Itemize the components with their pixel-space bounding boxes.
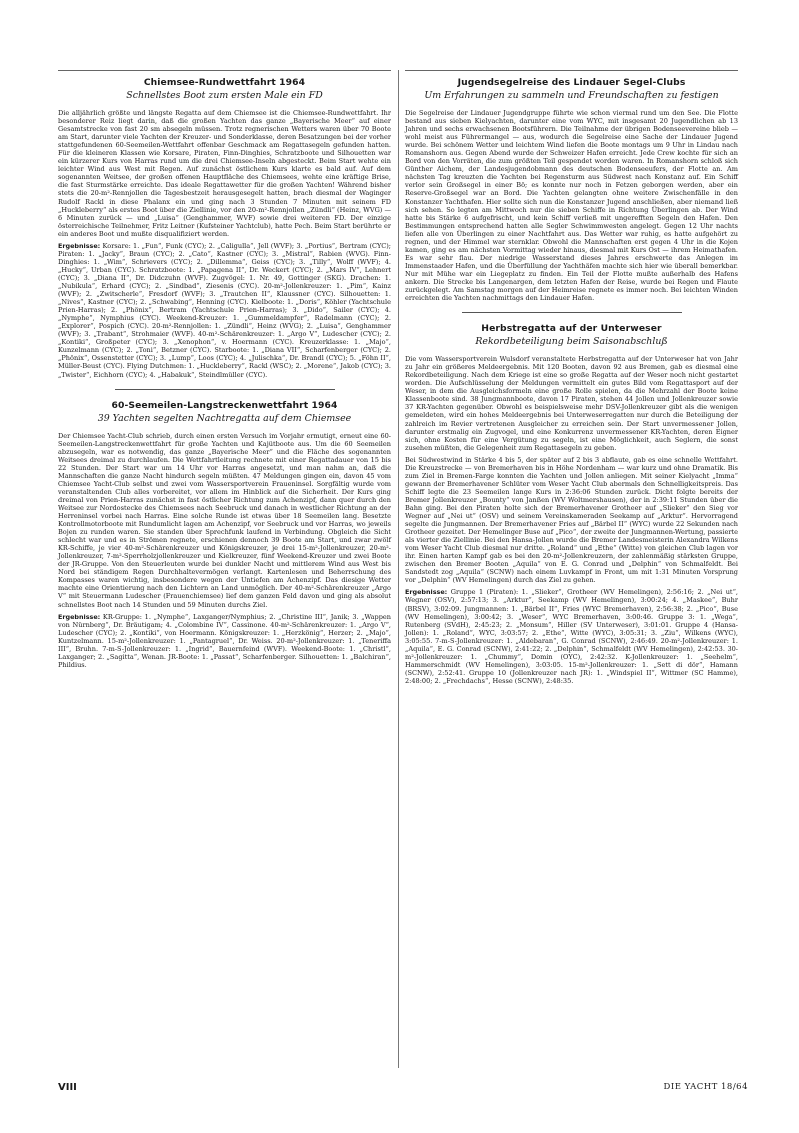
right-column: [405, 70, 738, 689]
article-subtitle: Schnellstes Boot zum ersten Male ein FD: [126, 90, 323, 101]
results-label: Ergebnisse:: [58, 612, 101, 621]
page-number: VIII: [58, 1082, 77, 1093]
article-body: Bei Südwestwind in Stärke 4 bis 5, der später auf 2 bis 3 abflaute, gab es eine schnelle Wettfahrt. Die Kreuzstrecke — von Bremerhaven bis in Höhe Nordenham — war kurz und ohne Dramatik. Bis zum Ziel in Bremen-Farge konnten die Yachten und Jollen anliegen. Mit seiner Kielyacht „Imma“ gewann der Bremerhavener Schlüter vom Weser Yacht Club abermals den Schnelligkeitspreis. Das Schiff legte die 23 Seemeilen lange Kurs in 2:36:06 Stunden zurück. Dicht folgte bereits der Bremer Jollenkreuzer „Bounty“ von Janßen (WV Woltmershausen), der in 2:39:11 Stunden über die Bahn ging. Bei den Piraten holte sich der Bremerhavener Grotheer auf „Slieker“ den Sieg vor Wegner auf „Nei ut“ (OSV) und seinem Vereinskameraden Seekamp auf „Arktur“. Hervorragend segelte die Jungmannen. Der Bremerhavener Fries auf „Bärbel II“ (WYC) wurde 22 Sekunden nach Grotheer gezeitet. Der Hemelinger Buse auf „Pico“, der zweite der Jungmannen-Wertung, passierte als vierter die Ziellinie. Bei den Hansa-Jollen wurde die Bremer Landesmeisterin Alexandra Wilkens vom Weser Yacht Club diesmal nur dritte. „Roland“ und „Ethe“ (Witte) von gleichen Club lagen vor ihr. Einen harten Kampf gab es bei den 20-m²-Jollenkreuzern, der zahlenmäßig stärksten Gruppe, zwischen den Bremer Booten „Aquila“ von E. G. Conrad und „Delphin“ von Schmalfeldt. Bei Sandstedt zog „Aquila“ (SCNW) nach einem Luvkampf in Front, um mit 1:31 Minuten Vorsprung vor „Delphin“ (WV Hemelingen) durch das Ziel zu gehen.: [405, 455, 738, 585]
article-body: Die vom Wassersportverein Wulsdorf veranstaltete Herbstregatta auf der Unterweser hat von Jahr zu Jahr ein größeres Meldeergebnis. Mit 120 Booten, davon 92 aus Bremen, gab es diesmal eine Rekordbeteiligung. Nach dem Kriege ist eine so große Regatta auf der Weser noch nicht gestartet worden. Die Aufschlüsselung der Meldungen vermittelt ein gutes Bild vom Regattasport auf der Weser, in dem die Ausgleichsformeln eine große Rolle spielen, da die Mehrzahl der Boote keine Klassenboote sind. 38 Jungmannboote, davon 17 Piraten, stehen 44 Jollen und Jollenkreuzer sowie 37 KR-Yachten gegenüber. Obwohl es beispielsweise mehr DSV-Jollenkreuzer gibt als die wenigen gemeldeten, wird ein hohes Meldeergebnis bei Unterweserregatten nur durch die Beteiligung der zahlreich im Revier vertretenen Ausgleicher zu erreichen sein. Der Start unvermessener Jollen, darunter erstmalig ein Zugvogel, und eine Konkurrenz unvermessener KR-Yachten, deren Eigner sich, ohne Kosten für eine Vergütung zu segeln, ist eine Möglichkeit, auch Seglern, die sonst zusehen müßten, die Gelegenheit zum Regattasegeln zu geben.: [405, 355, 738, 452]
article-subtitle: Um Erfahrungen zu sammeln und Freundschaften zu festigen: [424, 90, 719, 101]
article-herbstregatta: [405, 323, 738, 685]
article-body: Die Segelreise der Lindauer Jugendgruppe führte wie schon viermal rund um den See. Die Flotte bestand aus sieben Kielyachten, darunter eine vom WYC, mit insgesamt 20 Jugendlichen ab 13 Jahren und sechs erwachsenen Bootsführern. Die Teilnahme der übrigen Bodenseevereine blieb — wohl meist aus Führermangel — aus, wodurch die Segelreise eine Sache der Lindauer Jugend wurde. Bei schönem Wetter und leichtem Wind liefen die Boote montags um 9 Uhr in Lindau nach Romanshorn aus. Gegen Abend wurde der Schweizer Hafen erreicht. Jede Crew kochte für sich an Bord von den Vorräten, die zum größten Teil gespendet worden waren. In Romanshorn schloß sich Günther Aichem, der Landesjugendobmann des deutschen Bodenseeufers, der Flotte an. Am nächsten Tag kreuzten die Yachten bei Regensturm aus Südwest nach Konstanz auf. Ein Schiff verlor sein Großsegel in einer Bö; es konnte nur noch in Fetzen geborgen werden, aber ein Reserve-Großsegel war an Bord. Die Yachten gelangten ohne weitere Zwischenfälle in den Konstanzer Yachthafen. Hier sollte sich nun die Konstanzer Jugend anschließen, aber niemand ließ sich sehen. So legten am Mittwoch nur die sieben Schiffe in Richtung Überlingen ab. Der Wind hatte bis Stärke 6 aufgefrischt, und kein Schiff verließ mit ungerefften Segeln den Hafen. Den Bestimmungen entsprechend hatten alle Segler Schwimmwesten angelegt. Gegen 12 Uhr nachts liefen alle von Überlingen zu einer Nachtfahrt aus. Das Wetter war ruhig, es hatte aufgehört zu regnen, und der Himmel war sternklar. Obwohl die Mannschaften erst gegen 4 Uhr in die Kojen kamen, ging es am nächsten Vormittag wieder hinaus, diesmal mit Kurs Ost — ihrem Heimathafen. Es war sehr flau. Der niedrige Wasserstand dieses Jahres erschwerte das Anlegen im Immenstaader Hafen, und die Überfüllung der Yachthäfen machte sich hier wie überall bemerkbar. Nur mit Mühe war ein Liegeplatz zu finden. Ein Teil der Flotte mußte außerhalb des Hafens ankern. Die Strecke bis Langenargen, dem letzten Hafen der Reise, wurde bei Regen und Flaute zurückgelegt. Am Samstag morgen auf der Heimreise regnete es immer noch. Bei leichten Winden erreichten die Yachten nachmittags den Lindauer Hafen.: [405, 109, 738, 303]
article-body: Der Chiemsee Yacht-Club schrieb, durch einen ersten Versuch im Vorjahr ermutigt, erneut eine 60-Seemeilen-Langstreckenwettfahrt für große Yachten und Kajütboote aus. Um die 60 Seemeilen abzusegeln, war es notwendig, das ganze „Bayerische Meer“ und die Fläche des sogenannten Weitsees dreimal zu durchlaufen. Die Wettfahrtleitung rechnete mit einer Regattadauer von 15 bis 22 Stunden. Der Start war um 14 Uhr vor Harras angesetzt, und man nahm an, daß die Mannschaften die ganze Nacht hindurch segeln müßten. 47 Meldungen gingen ein, davon 45 vom Chiemsee Yacht-Club selbst und zwei vom Wassersportverein Fraueninsel. Sorgfältig wurde vom veranstaltenden Club alles vorbereitet, vor allem im Hinblick auf die Sicherheit. Der Kurs ging dreimal von Prien-Harras zunächst in fast östlicher Richtung zum Achenzipf, dann quer durch den Weitsee zur Nordostecke des Chiemsees nach Seebruck und danach in westlicher Richtung an der Herreninsel vorbei nach Harras. Eine solche Runde ist etwas über 18 Seemeilen lang. Besetzte Kontrollmotorboote mit Rundumlicht lagen am Achenzipf, vor Seebruck und vor Harras, wo jeweils Bojen zu runden waren. Sie standen über Sprechfunk laufend in Verbindung. Obgleich die Sicht schlecht war und es in Strömen regnete, erschienen dennoch 39 Boote am Start, und zwar zwölf KR-Schiffe, je vier 40-m²-Schärenkreuzer und Königskreuzer, je drei 15-m²-Jollenkreuzer, 20-m²-Jollenkreuzer, 7-m²-Sperrholzjollenkreuzer und Kielkreuzer, fünf Weekend-Kreuzer und zwei Boote der JR-Gruppe. Von den Steuerleuten wurde bei dunkler Nacht und mittlerem Wind aus West bis Nord bei ständigem Regen Durchhaltevermögen verlangt. Kartenlesen und Beherrschung des Kompasses waren wichtig, insbesondere wegen der Untiefen am Achenzipf. Das diesige Wetter machte eine Orientierung nach den Lichtern an Land unmöglich. Der 40-m²-Schärenkreuzer „Argo V“ mit Steuermann Ludescher (Frauenchiemsee) lief dem ganzen Feld davon und ging als absolut schnellstes Boot nach 14 Stunden und 59 Minuten durchs Ziel.: [58, 431, 391, 609]
article-title: 60-Seemeilen-Langstreckenwettfahrt 1964: [111, 399, 338, 411]
magazine-issue: DIE YACHT 18/64: [663, 1082, 748, 1092]
page: [58, 70, 748, 1100]
article-body: Die alljährlich größte und längste Regatta auf dem Chiemsee ist die Chiemsee-Rundwettfahrt. Ihr besonderer Reiz liegt darin, daß die großen Yachten das ganze „Bayerische Meer“ auf einer Gesamtstrecke von fast 20 sm absegeln müssen. Trotz regnerischen Wetters waren über 70 Boote am Start, darunter viele Yachten der Kreuzer- und Sonderklasse, deren Besatzungen bei der vorher stattgefundenen 60-Seemeilen-Wettfahrt offenbar Geschmack am Regattasegeln gefunden hatten. Für die kleineren Klassen wie Korsare, Piraten, Finn-Dinghies, Schratzboote und Silhouetten war ein kürzerer Kurs von Harras rund um die drei Chiemsee-Inseln abgesteckt. Beim Start wehte ein leichter Wind aus West mit Regen. Auf zunächst östlichem Kurs klarte es bald auf. Auf dem sogenannten Weitsee, der großen offenen Hauptfläche des Chiemsees, wehte eine kräftige Brise, die fast Sturmstärke erreichte. Das ideale Regattawetter für die großen Yachten! Während bisher stets die 20-m²-Rennjollen die Tagesbestzeit herausgesegelt hatten, brach diesmal der Waginger Rudolf Rackl in diese Phalanx ein und ging nach 3 Stunden 7 Minuten mit seinem FD „Huckleberry“ als erstes Boot über die Ziellinie, vor den 20-m²-Rennjollen „Zündli“ (Heinz, WVG) — 6 Minuten zurück — und „Luisa“ (Genghammer, WVF) sowie drei weiteren FD. Der einzige österreichische Teilnehmer, Fritz Leitner (Kufsteiner Yachtclub), hatte Pech. Beim Start berührte er ein anderes Boot und mußte disqualifiziert werden.: [58, 109, 391, 238]
article-results: [58, 613, 391, 669]
article-results: [58, 242, 391, 379]
results-text: Korsare: 1. „Fun“, Funk (CYC); 2. „Caligulla“, Jell (WVF); 3. „Portius“, Bertram (CYC); Piraten: 1. „Jacky“, Braun (CYC); 2. „Cato“, Kastner (CYC); 3. „Mistral“, Rabien (WVG). Finn-Dinghies: 1. „Wim“, Schrievers (CYC); 2. „Dillemma“, Geiss (CYC); 3. „Tilly“, Wolff (WVF); 4. „Hucky“, Urban (CYC). Schratzboote: 1. „Papagena II“, Dr. Weckert (CYC); 2. „Mars IV“, Lehnert (CYC); 3. „Diana II“, Dr. Didczuhn (WVF). Zugvögel: 1. Nr. 49, Gottinger (SKG). Drachen: 1. „Nubikula“, Erhard (CYC); 2. „Sindbad“, Ziesenis (CYC). 20-m²-Jollenkreuzer: 1. „Pim“, Kainz (WVF); 2. „Zwitscherle“, Fresdorf (WVF); 3. „Trautchen II“, Klaussner (CYC). Silhouetten: 1. „Nives“, Kastner (CYC); 2. „Schwabing“, Henning (CYC). Kielboote: 1. „Doris“, Köhler (Yachtschule Prien-Harras); 2. „Phönix“, Bertram (Yachtschule Prien-Harras); 3. „Dido“, Sailer (CYC); 4. „Nymphe“, Nymphius (CYC). Weekend-Kreuzer: 1. „Gummeldampfer“, Radelmann (CYC); 2. „Explorer“, Pospich (CYC). 20-m²-Rennjollen: 1. „Zündli“, Heinz (WVG); 2. „Luisa“, Genghammer (WVF); 3. „Trabant“, Strohmaier (WVF). 40-m²-Schärenkreuzer: 1. „Argo V“, Ludescher (CYC); 2. „Kontiki“, Großpeter (CYC); 3. „Xenophon“, v. Hoermann (CYC). Kreuzerklasse: 1. „Majo“, Kunzelmann (CYC); 2. „Toni“, Betzner (CYC). Starboote: 1. „Diana VII“, Scharfenberger (CYC); 2. „Phönix“, Ossenstetter (CYC); 3. „Lump“, Loos (CYC); 4. „Julischka“, Dr. Brandl (CYC); 5. „Föhn II“, Müller-Beust (CYC). Flying Dutchmen: 1. „Huckleberry“, Rackl (WSC); 2. „Morene“, Jakob (CYC); 3. „Twister“, Eichhorn (CYC); 4. „Habakuk“, Steindlmüller (CYC).: [58, 241, 392, 379]
column-divider: [398, 70, 399, 1068]
article-subtitle: 39 Yachten segelten Nachtregatta auf dem Chiemsee: [97, 412, 352, 424]
article-title: Jugendsegelreise des Lindauer Segel-Clubs: [457, 77, 686, 88]
top-rule: [58, 70, 391, 71]
results-text: Gruppe 1 (Piraten): 1. „Slieker“, Grotheer (WV Hemelingen), 2:56:16; 2. „Nei ut“, Wegner (OSV), 2:57:13; 3. „Arktur“, Seekamp (WV Hemelingen), 3:00:24; 4. „Maskee“, Buhr (BRSV), 3:02:09. Jungmannen: 1. „Bärbel II“, Fries (WYC Bremerhaven), 2:56:38; 2. „Pico“, Buse (WV Hemelingen), 3:00:42; 3. „Weser“, WYC Bremerhaven, 3:00:46. Gruppe 3: 1. „Wega“, Rutenberg (SVdH), 2:45:23; 2. „Monsum“, Hiller (SV Unterweser), 3:01:01. Gruppe 4 (Hansa-Jollen): 1. „Roland“, WYC, 3:03:57; 2. „Ethe“, Witte (WYC), 3:05:31; 3. „Ziu“, Wilkens (WYC), 3:05:55. 7-m-S-Jollenkreuzer: 1. „Aldebaran“, G. Conrad (SCNW), 2:46:49. 20-m²-Jollenkreuzer: 1. „Aquila“, E. G. Conrad (SCNW), 2:41:22; 2. „Delphin“, Schmalfeldt (WV Hemelingen), 2:42:53. 30-m²-Jollenkreuzer: 1. „Chummy“, Domin (OYC), 2:42:32. K-Jollenkreuzer: 1. „Seehelm“, Hammerschmidt (WV Hemelingen), 3:03:05. 15-m²-Jollenkreuzer: 1. „Sett di dör“, Hamann (SCNW), 2:52:41. Gruppe 10 (Jollenkreuzer nach JR): 1. „Windspiel II“, Wittmer (SC Hamme), 2:48:00; 2. „Frechdachs“, Hesse (SCNW), 2:48:35.: [405, 588, 738, 685]
article-jugendsegelreise: [405, 77, 738, 302]
article-subtitle: Rekordbeteiligung beim Saisonabschluß: [475, 336, 668, 348]
article-title: Chiemsee-Rundwettfahrt 1964: [143, 77, 306, 88]
article-chiemsee-rundwettfahrt: [58, 77, 391, 379]
section-rule: [115, 389, 335, 390]
article-60-seemeilen: [58, 400, 391, 669]
article-results: [405, 588, 738, 685]
results-label: Ergebnisse:: [58, 241, 101, 250]
results-text: KR-Gruppe: 1. „Nymphe“, Laxganger/Nymphius; 2. „Christine III“, Janik; 3. „Wappen von Nürnberg“, Dr. Bräutigam; 4. „Colombine IV“, Cassinone. 40-m²-Schärenkreuzer: 1. „Argo V“, Ludescher (CYC); 2. „Kontiki“, von Hoermann. Königskreuzer: 1. „Herzkönig“, Herzer; 2. „Majo“, Kuntzelmann. 15-m²-Jollenkreuzer: 1. „Pantagruel“, Dr. Weiss. 20-m²-Jollenkreuzer: 1. „Teneriffa III“, Bruhn. 7-m-S-Jollenkreuzer: 1. „Ingrid“, Bauernfeind (WVF). Weekend-Boote: 1. „Christl“, Laxganger; 2. „Sagitta“, Wenan. JR-Boote: 1. „Passat“, Scharfenberger. Silhouetten: 1. „Balchiran“, Phildius.: [58, 612, 391, 669]
article-title: Herbstregatta auf der Unterweser: [481, 323, 662, 335]
left-column: [58, 70, 391, 673]
results-label: Ergebnisse:: [405, 588, 448, 597]
top-rule: [405, 70, 738, 71]
section-rule: [462, 312, 682, 313]
